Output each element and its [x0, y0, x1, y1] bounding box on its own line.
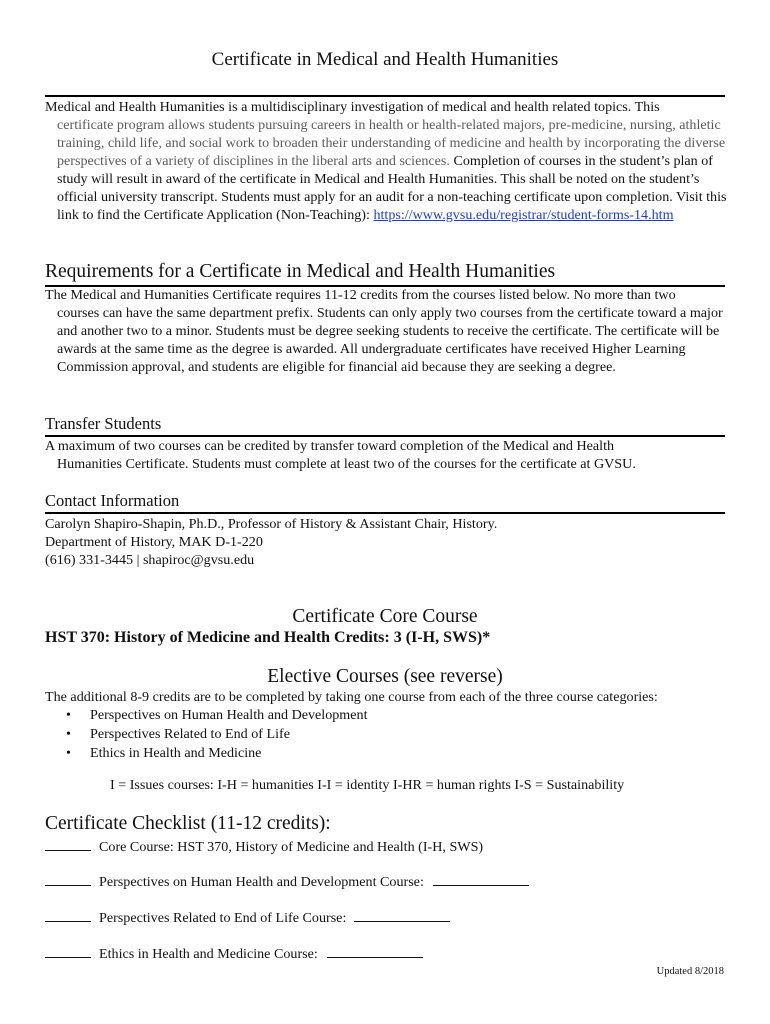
intro-completion-text: Completion of courses in the student’s plan of study will result in award of the certificate in Medical and Health Humanities. This shall be noted on the student’s official university transcript. Students must apply for an audit for a non-teaching certificate upon completion. Visit this link to find the Certificate Application (Non-Teaching):	[57, 153, 727, 223]
contact-office: Department of History, MAK D-1-220	[45, 534, 263, 550]
contact-divider	[45, 512, 725, 514]
checklist-label: Perspectives on Human Health and Development Course:	[99, 874, 424, 890]
title-divider	[45, 95, 725, 97]
course-blank[interactable]	[327, 943, 423, 958]
check-blank[interactable]	[45, 871, 91, 886]
check-blank[interactable]	[45, 943, 91, 958]
intro-paragraph	[45, 98, 730, 224]
intro-continued	[45, 116, 730, 224]
transfer-paragraph	[45, 437, 730, 473]
requirements-continued: courses can have the same department prefix. Students can only apply two courses from the certificate toward a major and another two to a minor. Students must be degree seeking students to receive the certificate. The certificate will be awards at the same time as the degree is awarded. All undergraduate certificates have received Higher Learning Commission approval, and students are eligible for financial aid because they are seeking a degree.	[57, 305, 723, 375]
transfer-first-line: A maximum of two courses can be credited by transfer toward completion of the Medical and Health	[45, 438, 615, 454]
checklist-label: Ethics in Health and Medicine Course:	[99, 946, 318, 962]
course-blank[interactable]	[354, 907, 450, 922]
intro-muted-text: certificate program allows students pursuing careers in health or health-related majors, pre-medicine, nursing, athletic training, child life, and social work to broaden their understanding of medicine and health by incorporating the diverse perspectives of a variety of disciplines in the liberal arts and sciences.	[57, 117, 726, 169]
elective-category-list	[62, 706, 368, 763]
list-item: • Perspectives on Human Health and Development	[62, 706, 368, 725]
requirements-first-line: The Medical and Humanities Certificate requires 11-12 credits from the courses listed below. No more than two	[45, 287, 676, 303]
core-course-title: HST 370: History of Medicine and Health Credits: 3 (I-H, SWS)*	[45, 629, 491, 646]
contact-name: Carolyn Shapiro-Shapin, Ph.D., Professor of History & Assistant Chair, History.	[45, 516, 498, 532]
intro-first-line: Medical and Health Humanities is a multidisciplinary investigation of medical and health related topics. This	[45, 99, 660, 115]
requirements-heading: Requirements for a Certificate in Medical and Health Humanities	[45, 261, 556, 282]
checklist-item-human-health	[45, 871, 529, 891]
contact-phone-email: (616) 331-3445 | shapiroc@gvsu.edu	[45, 552, 255, 568]
list-item: • Perspectives Related to End of Life	[62, 725, 368, 744]
checklist-item-end-of-life	[45, 907, 450, 927]
document-title: Certificate in Medical and Health Humanities	[211, 49, 559, 70]
checklist-label: Core Course: HST 370, History of Medicine and Health (I-H, SWS)	[99, 839, 484, 855]
list-item: • Ethics in Health and Medicine	[62, 744, 368, 763]
checklist-item-ethics	[45, 943, 423, 963]
course-blank[interactable]	[433, 871, 529, 886]
requirements-paragraph	[45, 286, 730, 376]
contact-heading: Contact Information	[45, 491, 180, 510]
elective-intro: The additional 8-9 credits are to be completed by taking one course from each of the three course categories:	[45, 689, 658, 705]
checklist-heading: Certificate Checklist (11-12 credits):	[45, 813, 331, 834]
transfer-heading: Transfer Students	[45, 414, 162, 433]
certificate-application-link[interactable]: https://www.gvsu.edu/registrar/student-forms-14.htm	[373, 207, 674, 223]
issue-codes-legend: I = Issues courses: I-H = humanities I-I = identity I-HR = human rights I-S = Sustainability	[110, 777, 625, 793]
check-blank[interactable]	[45, 836, 91, 851]
elective-heading: Elective Courses (see reverse)	[267, 666, 503, 687]
core-course-heading: Certificate Core Course	[292, 606, 478, 627]
check-blank[interactable]	[45, 907, 91, 922]
updated-date: Updated 8/2018	[656, 966, 724, 977]
checklist-label: Perspectives Related to End of Life Course:	[99, 910, 347, 926]
checklist-item-core	[45, 836, 483, 856]
transfer-continued: Humanities Certificate. Students must complete at least two of the courses for the certificate at GVSU.	[57, 456, 636, 472]
